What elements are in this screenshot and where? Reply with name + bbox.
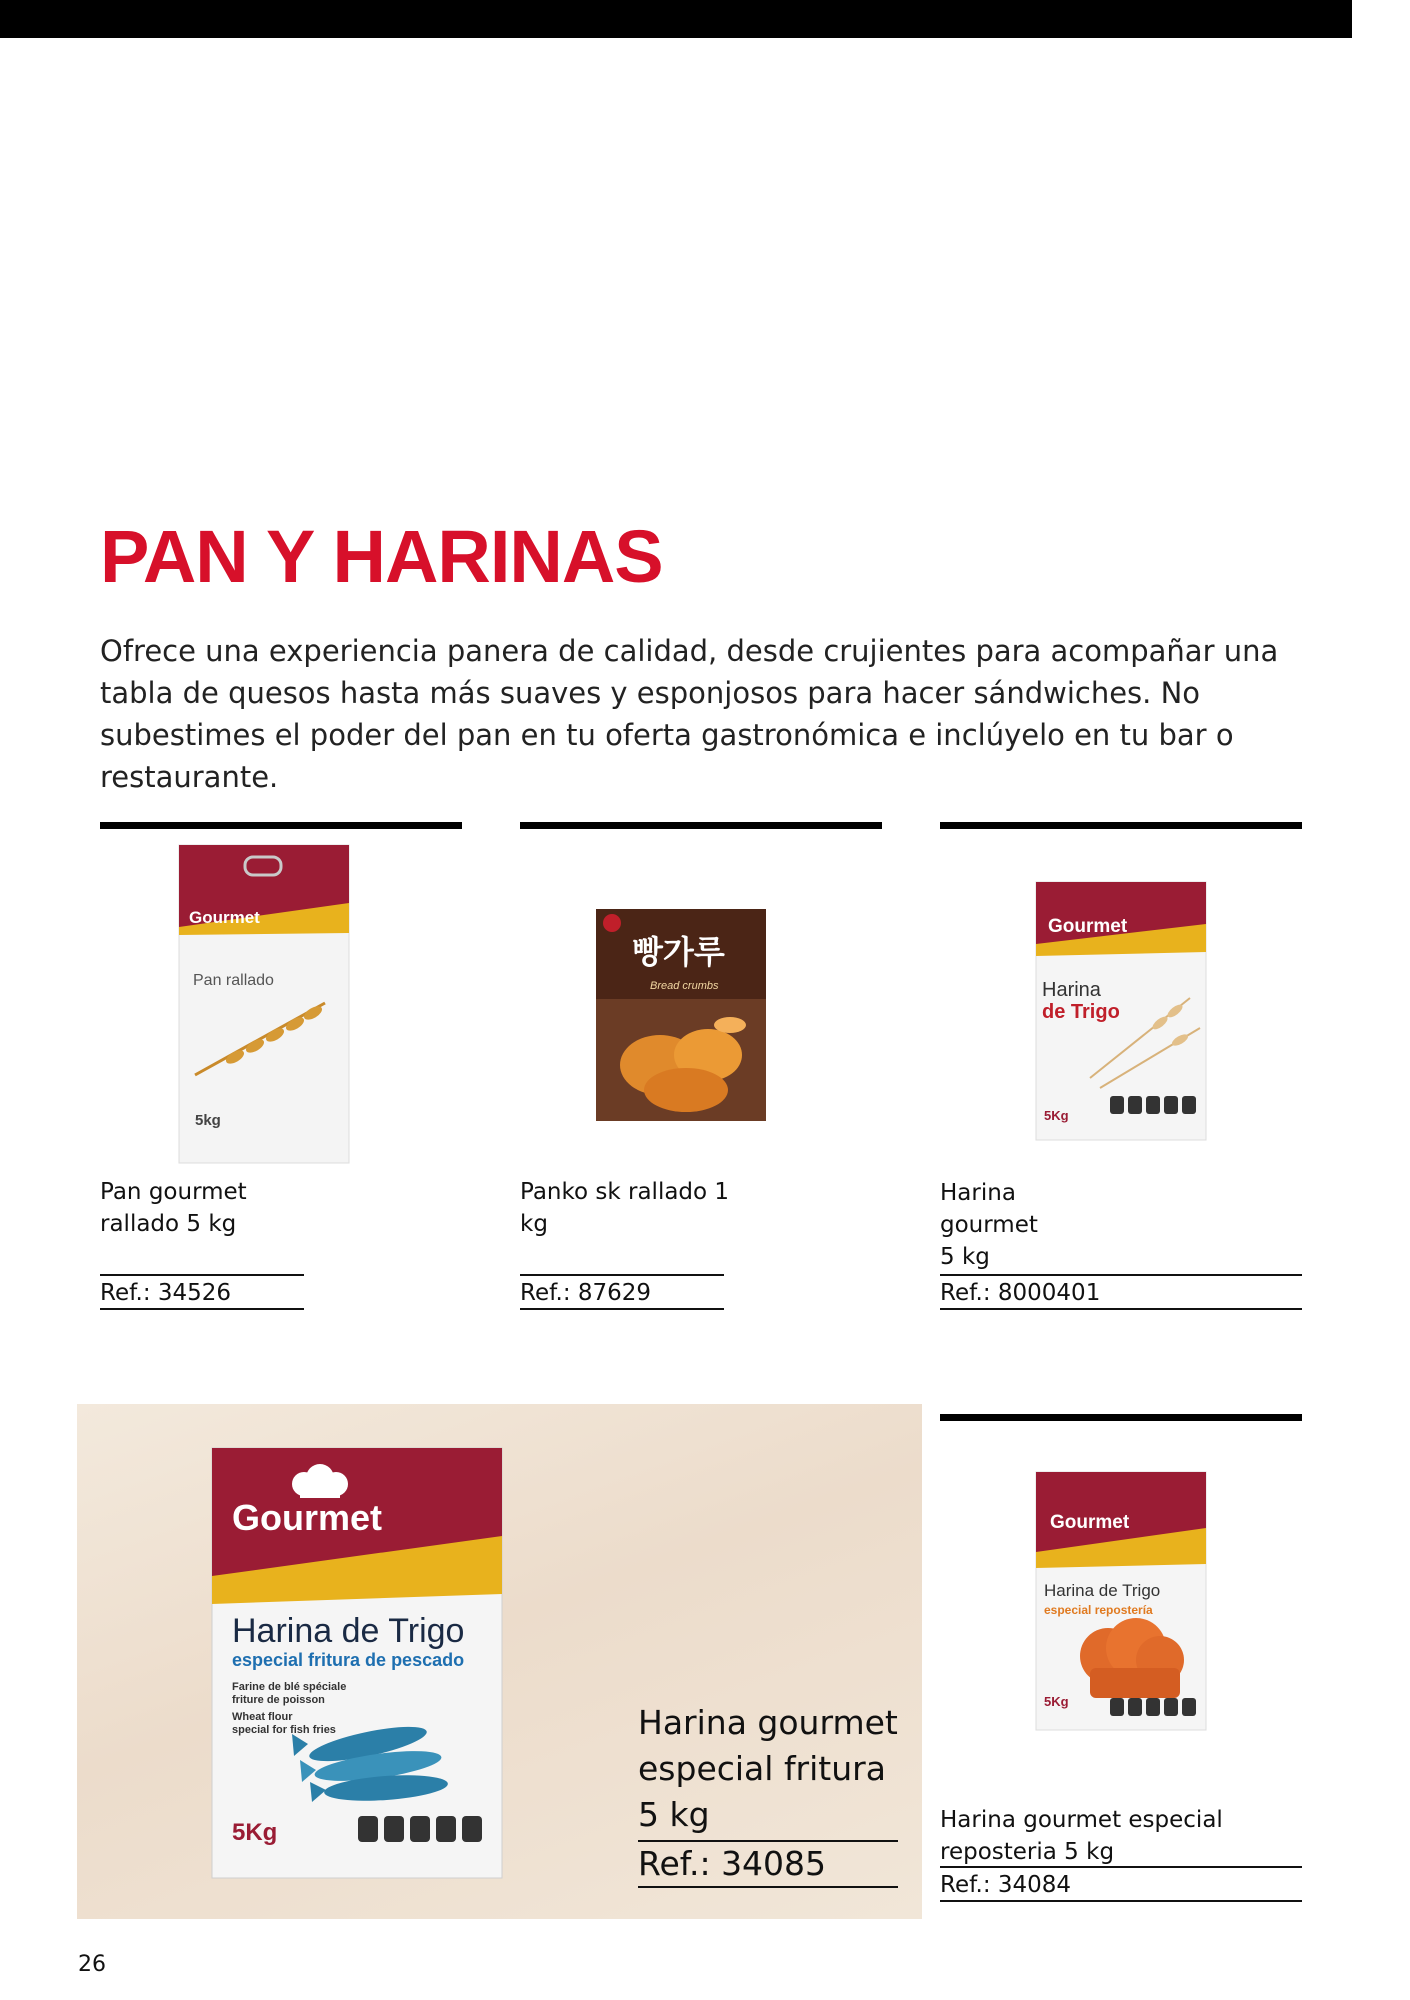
section-intro: Ofrece una experiencia panera de calidad, desde crujientes para acompañar una tabla de quesos hasta más suaves y esponjosos para hacer sándwiches. No subestimes el poder del pan en tu oferta gastronómica e inclúyelo en tu bar o restaurante. xyxy=(100,634,1279,794)
pack-sublabel: especial repostería xyxy=(1044,1603,1153,1617)
pack-label-line2: especial fritura de pescado xyxy=(232,1650,465,1670)
pack-label: Pan rallado xyxy=(193,972,274,989)
product-ref: Ref.: 8000401 xyxy=(940,1274,1302,1310)
pack-label: 빵가루 xyxy=(632,934,725,970)
product-name: Harina gourmet 5 kg xyxy=(940,1180,1038,1270)
pack-brand: Gourmet xyxy=(1050,1512,1130,1533)
product-name: Panko sk rallado 1 kg xyxy=(520,1179,730,1237)
product-image-harina-reposteria[interactable] xyxy=(1030,1468,1212,1736)
product-image-pan-rallado[interactable] xyxy=(175,843,353,1168)
product-divider xyxy=(940,1414,1302,1421)
pack-weight: 5Kg xyxy=(1044,1694,1069,1709)
pack-weight: 5kg xyxy=(195,1112,221,1129)
page-number: 26 xyxy=(78,1952,106,1977)
pack-small-line: Wheat flour xyxy=(232,1711,293,1723)
product-image-harina-trigo[interactable] xyxy=(1030,878,1212,1146)
nutrition-icons xyxy=(1110,1096,1196,1114)
section-title: PAN Y HARINAS xyxy=(100,515,663,598)
product-ref: Ref.: 34526 xyxy=(100,1274,304,1310)
pack-brand: Gourmet xyxy=(189,908,260,927)
product-image-harina-fritura[interactable] xyxy=(208,1444,508,1884)
pack-weight: 5Kg xyxy=(1044,1108,1069,1123)
product-image-panko[interactable] xyxy=(590,905,772,1127)
pack-small-line: friture de poisson xyxy=(232,1694,325,1706)
pack-small-line: Farine de blé spéciale xyxy=(232,1681,347,1693)
pack-brand: Gourmet xyxy=(232,1497,383,1538)
pack-brand: Gourmet xyxy=(1048,916,1128,937)
product-name: Harina gourmet especial reposteria 5 kg xyxy=(940,1807,1223,1865)
featured-product-ref: Ref.: 34085 xyxy=(638,1840,898,1888)
nutrition-icons xyxy=(1110,1698,1196,1716)
product-divider xyxy=(100,822,462,829)
nutrition-icons xyxy=(358,1816,482,1842)
featured-product-name: Harina gourmet especial fritura 5 kg xyxy=(638,1703,898,1834)
pack-label-line2: de Trigo xyxy=(1042,1001,1120,1023)
top-bar xyxy=(0,0,1352,38)
pack-sublabel: Bread crumbs xyxy=(650,980,719,992)
product-divider xyxy=(520,822,882,829)
pack-weight: 5Kg xyxy=(232,1819,278,1846)
product-name: Pan gourmet rallado 5 kg xyxy=(100,1179,247,1237)
product-ref: Ref.: 34084 xyxy=(940,1866,1302,1902)
pack-label-line1: Harina de Trigo xyxy=(232,1612,465,1650)
product-ref: Ref.: 87629 xyxy=(520,1274,724,1310)
pack-small-line: special for fish fries xyxy=(232,1724,336,1736)
product-divider xyxy=(940,822,1302,829)
pack-label: Harina de Trigo xyxy=(1044,1581,1161,1600)
pack-label-line1: Harina xyxy=(1042,979,1101,1001)
